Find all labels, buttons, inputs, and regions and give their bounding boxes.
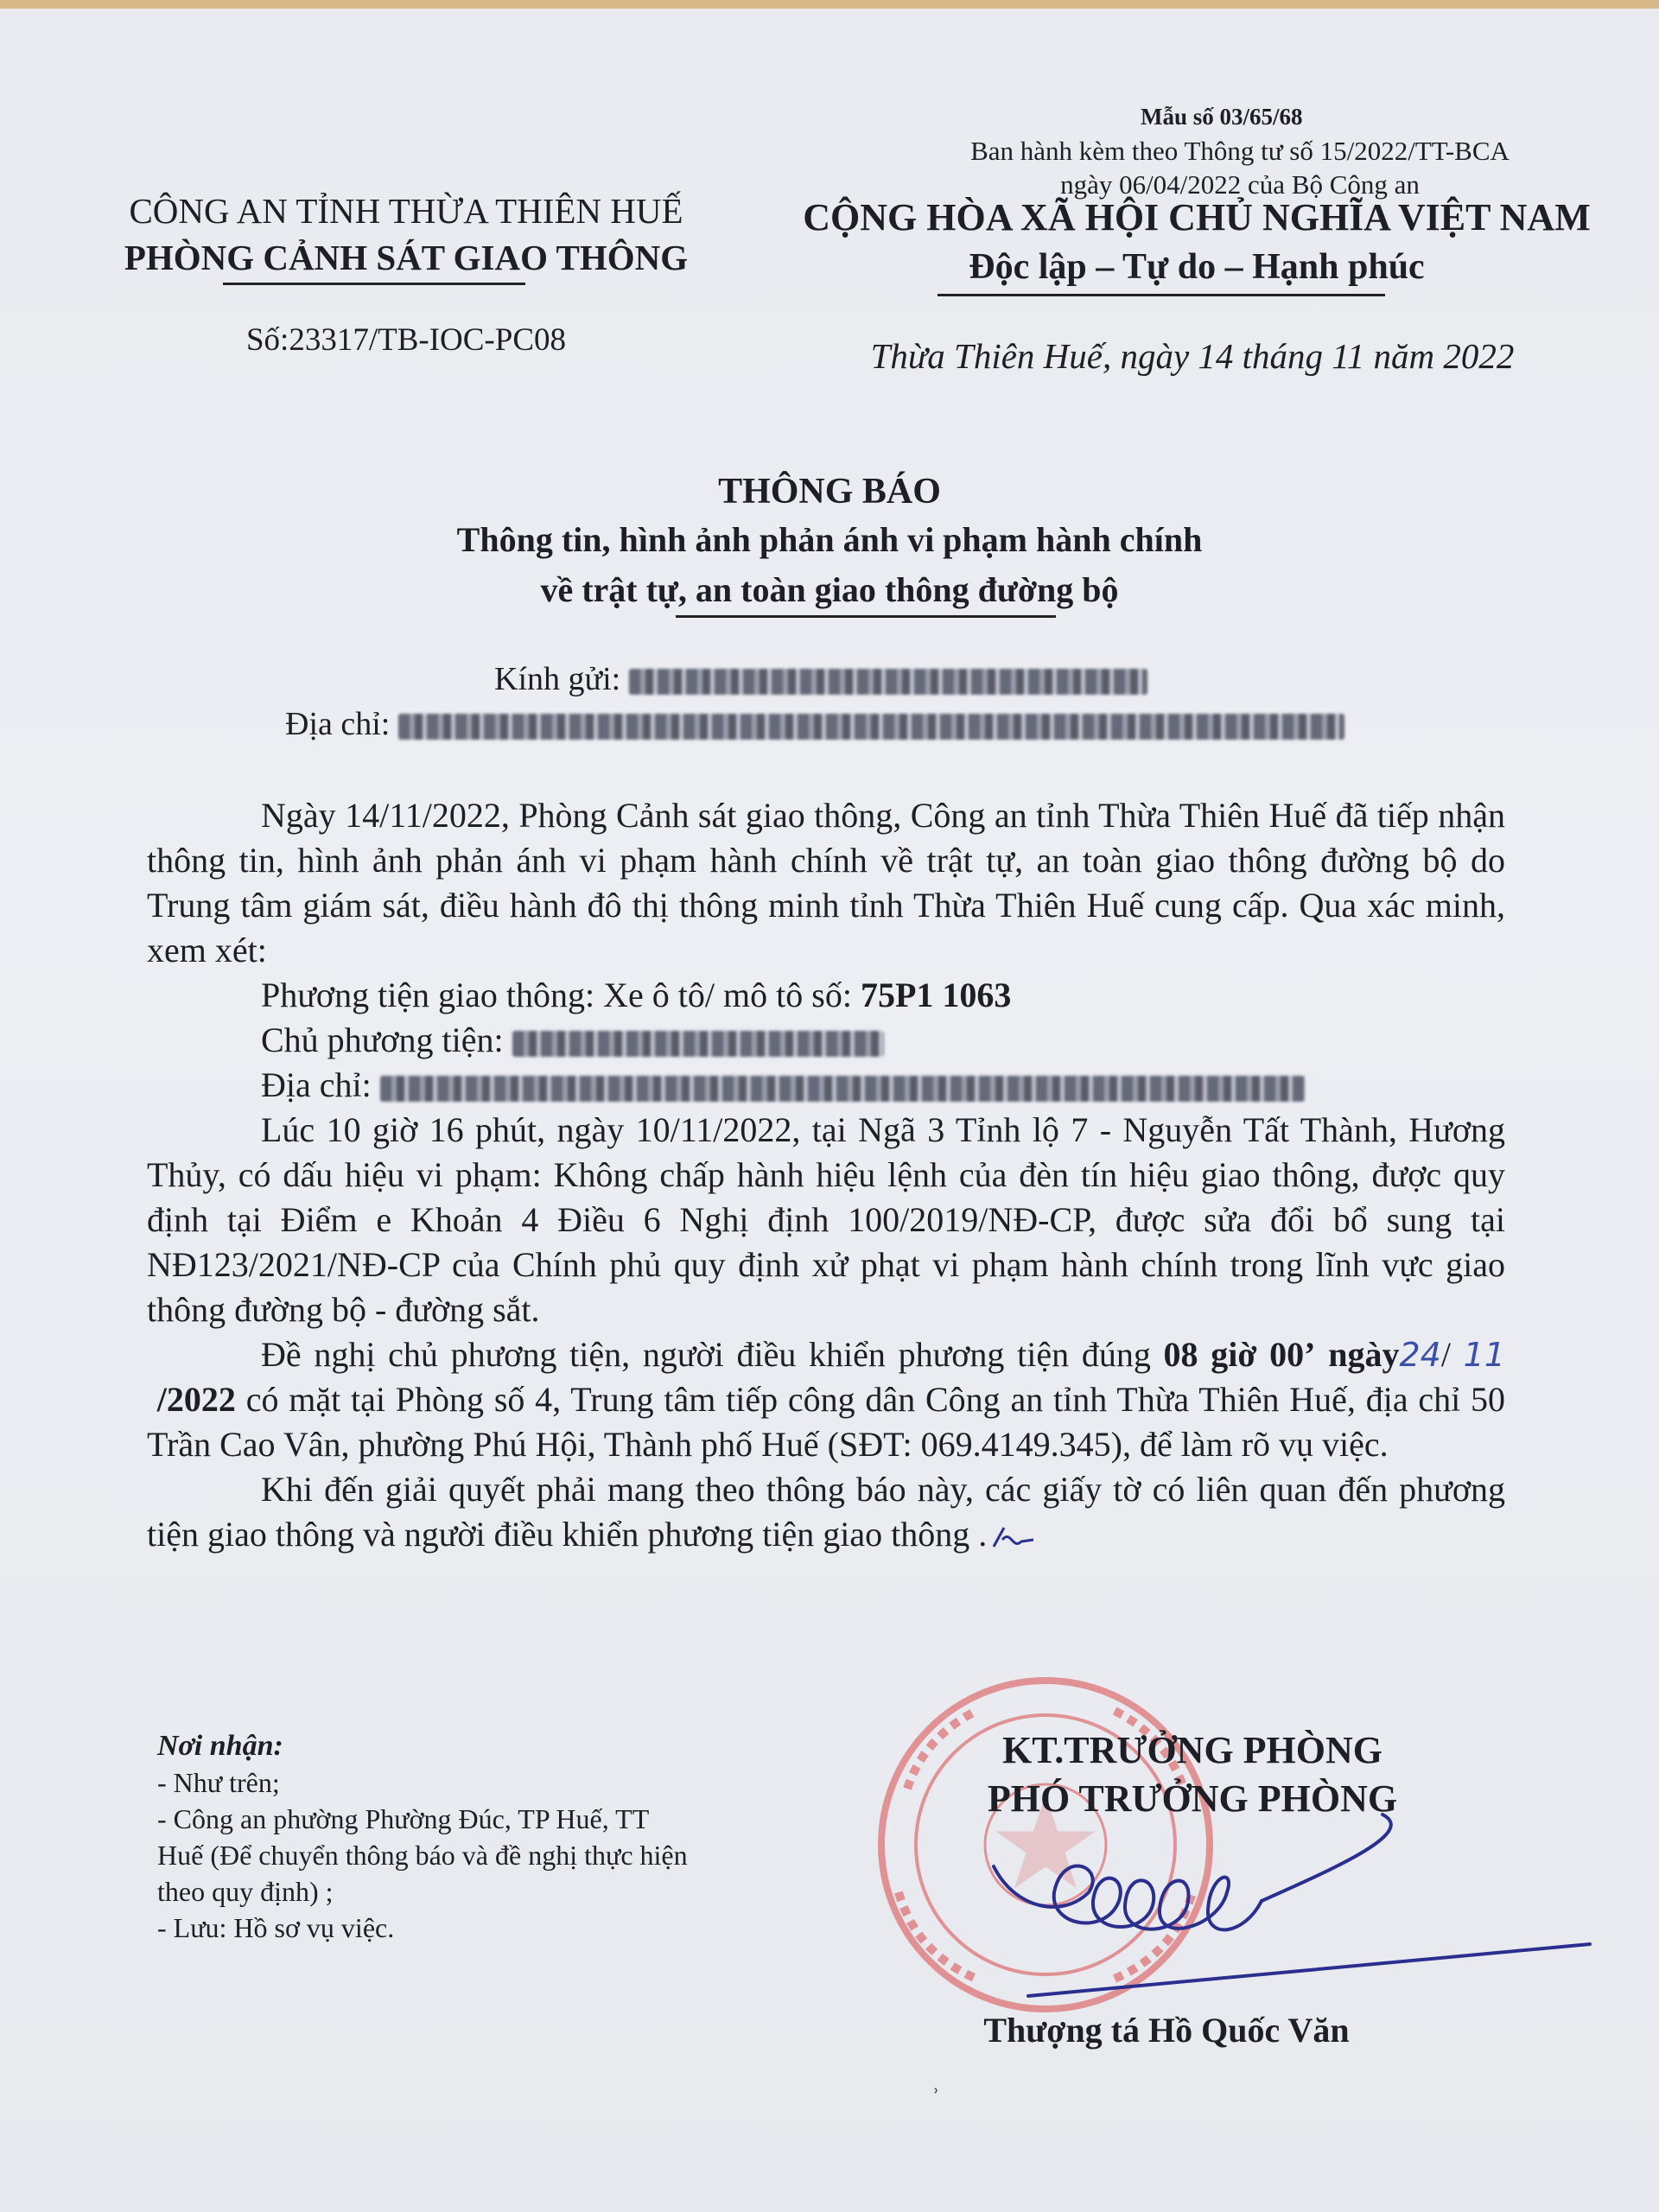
receivers-heading: Nơi nhận: (157, 1730, 283, 1762)
handwritten-month: 11 (1463, 1336, 1505, 1374)
to-label: Kính gửi: (494, 661, 621, 697)
agency-name: PHÒNG CẢNH SÁT GIAO THÔNG (124, 238, 689, 277)
recipient-block (285, 657, 1344, 747)
issuing-agency (95, 190, 717, 278)
appointment-location: có mặt tại Phòng số 4, Trung tâm tiếp công dân Công an tỉnh Thừa Thiên Huế, địa chỉ 50 Trần Cao Vân, phường Phú Hội, Thành phố Huế (SĐT: 069.4149.345), để làm rõ vụ việc. (147, 1380, 1506, 1464)
circular-line-2: ngày 06/04/2022 của Bộ Công an (1060, 169, 1420, 200)
agency-underline (223, 283, 525, 285)
nation-name: CỘNG HÒA XÃ HỘI CHỦ NGHĨA VIỆT NAM (803, 196, 1591, 238)
paragraph-1: Ngày 14/11/2022, Phòng Cảnh sát giao thông, Công an tỉnh Thừa Thiên Huế đã tiếp nhận thông tin, hình ảnh phản ánh vi phạm hành chính về trật tự, an toàn giao thông đường bộ do Trung tâm giám sát, điều hành đô thị thông minh tỉnh Thừa Thiên Huế cung cấp. Qua xác minh, xem xét: (147, 796, 1505, 969)
appointment-request: Đề nghị chủ phương tiện, người điều khiển phương tiện đúng (261, 1335, 1151, 1374)
paper-top-edge (0, 0, 1659, 9)
form-number: Mẫu số 03/65/68 (1141, 104, 1303, 130)
documents-reminder: Khi đến giải quyết phải mang theo thông báo này, các giấy tờ có liên quan đến phương tiện giao thông và người điều khiển phương tiện giao thông . (147, 1470, 1505, 1554)
receiver-2b: Huế (Để chuyển thông báo và đề nghị thực hiện (157, 1840, 688, 1871)
role-line-1: KT.TRƯỞNG PHÒNG (1002, 1729, 1382, 1771)
initial-mark-icon (987, 1521, 1039, 1555)
redacted-owner-name (512, 1031, 884, 1057)
handwritten-signature-icon (933, 1797, 1607, 2005)
appointment-time: 08 giờ 00’ (1163, 1335, 1316, 1374)
national-heading (743, 195, 1650, 288)
owner-address-label: Địa chỉ: (261, 1065, 372, 1104)
document-title (0, 471, 1659, 613)
receiver-1: - Như trên; (157, 1767, 280, 1798)
appointment-year: /2022 (156, 1380, 236, 1419)
circular-reference (942, 134, 1538, 201)
role-line-2: PHÓ TRƯỞNG PHÒNG (987, 1777, 1398, 1820)
owner-line (147, 1018, 1505, 1063)
paragraph-2: Lúc 10 giờ 16 phút, ngày 10/11/2022, tại Ngã 3 Tỉnh lộ 7 - Nguyễn Tất Thành, Hương Thủy, có dấu hiệu vi phạm: Không chấp hành hiệu lệnh của đèn tín hiệu giao thông, được quy định tại Điểm e Khoản 4 Điều 6 Nghị định 100/2019/NĐ-CP, được sửa đổi bổ sung tại NĐ123/2021/NĐ-CP của Chính phủ quy định xử phạt vi phạm hành chính trong lĩnh vực giao thông đường bộ - đường sắt. (147, 1110, 1505, 1329)
title-line-2: về trật tự, an toàn giao thông đường bộ (540, 570, 1119, 609)
circular-line-1: Ban hành kèm theo Thông tư số 15/2022/TT-BCA (970, 136, 1510, 166)
title-main: THÔNG BÁO (718, 472, 941, 512)
address-label: Địa chỉ: (285, 706, 391, 742)
nation-motto: Độc lập – Tự do – Hạnh phúc (969, 247, 1425, 287)
owner-address-line (147, 1063, 1505, 1108)
receiver-2c: theo quy định) ; (157, 1876, 334, 1907)
appointment-day-label: ngày (1328, 1335, 1400, 1374)
receiver-2a: - Công an phường Phường Đúc, TP Huế, TT (157, 1803, 650, 1834)
license-plate: 75P1 1063 (860, 976, 1012, 1014)
paragraph-4 (147, 1467, 1505, 1557)
handwritten-day: 24 (1399, 1336, 1441, 1374)
title-line-1: Thông tin, hình ảnh phản ánh vi phạm hành chính (456, 520, 1203, 559)
vehicle-line (147, 973, 1505, 1018)
place-date: Thừa Thiên Huế, ngày 14 tháng 11 năm 2022 (870, 336, 1515, 376)
title-underline (676, 615, 1056, 618)
parent-agency: CÔNG AN TỈNH THỪA THIÊN HUẾ (129, 191, 683, 231)
receiver-3: - Lưu: Hồ sơ vụ việc. (157, 1912, 395, 1943)
motto-underline (938, 294, 1385, 296)
paragraph-3: Đề nghị chủ phương tiện, người điều khiển phương tiện đúng 08 giờ 00’ ngày24/ 11 /2022 có mặt tại Phòng số 4, Trung tâm tiếp công dân Công an tỉnh Thừa Thiên Huế, địa chỉ 50 Trần Cao Vân, phường Phú Hội, Thành phố Huế (SĐT: 069.4149.345), để làm rõ vụ việc. (147, 1335, 1506, 1464)
receivers-list (157, 1728, 814, 1946)
redacted-owner-address (380, 1076, 1305, 1102)
vehicle-label: Phương tiện giao thông: Xe ô tô/ mô tô số: (261, 976, 852, 1014)
owner-label: Chủ phương tiện: (261, 1020, 504, 1059)
notice-body (147, 793, 1505, 1557)
page-mark: ʾ (931, 2084, 940, 2113)
signer-name: Thượng tá Hồ Quốc Văn (983, 2011, 1350, 2050)
redacted-recipient-name (629, 669, 1147, 695)
redacted-recipient-address (398, 714, 1344, 740)
document-number: Số:23317/TB-IOC-PC08 (245, 322, 567, 358)
